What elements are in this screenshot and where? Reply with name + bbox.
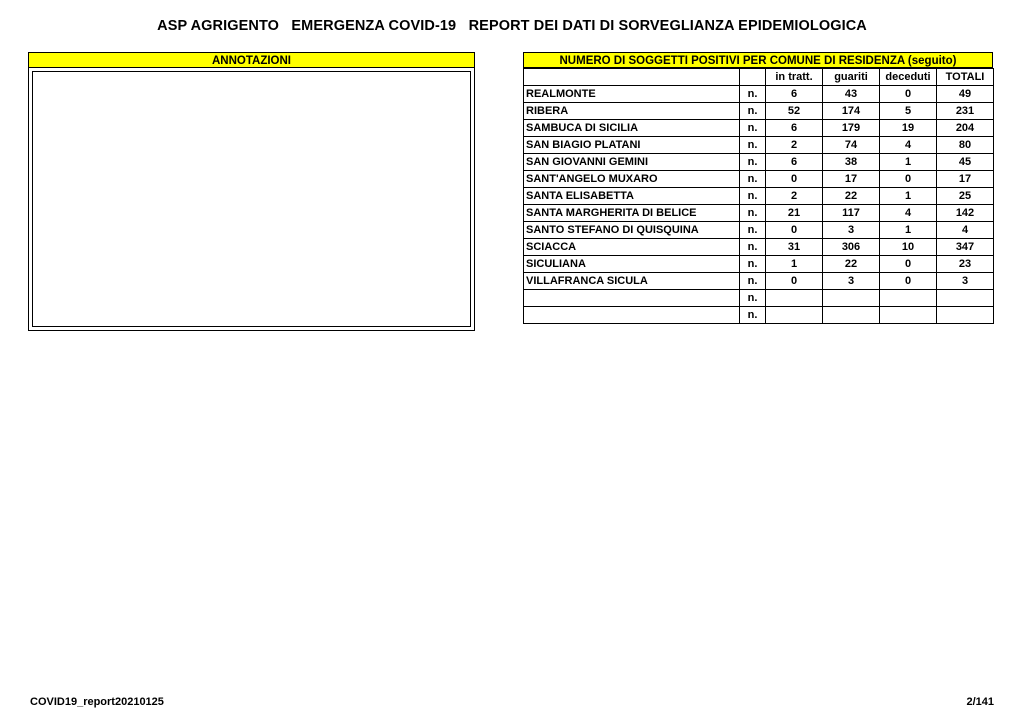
table-row [524, 239, 994, 256]
cell-municipality: SCIACCA [524, 239, 740, 256]
cell-in-trattamento: 31 [766, 239, 823, 256]
cell-guariti: 3 [823, 222, 880, 239]
cell-deceduti: 0 [880, 171, 937, 188]
cell-guariti: 3 [823, 273, 880, 290]
cell-guariti: 38 [823, 154, 880, 171]
table-row [524, 86, 994, 103]
cell-totali: 25 [937, 188, 994, 205]
cell-in-trattamento: 0 [766, 273, 823, 290]
cell-in-trattamento: 0 [766, 222, 823, 239]
cell-municipality: SAN GIOVANNI GEMINI [524, 154, 740, 171]
positives-by-municipality-panel [523, 52, 993, 324]
cell-in-trattamento [766, 290, 823, 307]
cell-guariti [823, 290, 880, 307]
table-row [524, 188, 994, 205]
cell-municipality: SAN BIAGIO PLATANI [524, 137, 740, 154]
cell-deceduti: 0 [880, 273, 937, 290]
table-row [524, 273, 994, 290]
table-row [524, 205, 994, 222]
cell-municipality [524, 307, 740, 324]
table-row [524, 222, 994, 239]
cell-unit: n. [740, 154, 766, 171]
column-header-municipality [524, 69, 740, 86]
cell-guariti [823, 307, 880, 324]
cell-municipality: SANTA ELISABETTA [524, 188, 740, 205]
cell-in-trattamento: 6 [766, 120, 823, 137]
table-body [524, 86, 994, 324]
cell-in-trattamento: 52 [766, 103, 823, 120]
cell-totali [937, 290, 994, 307]
cell-in-trattamento: 2 [766, 137, 823, 154]
cell-deceduti: 10 [880, 239, 937, 256]
cell-deceduti: 0 [880, 86, 937, 103]
cell-guariti: 17 [823, 171, 880, 188]
cell-in-trattamento [766, 307, 823, 324]
cell-in-trattamento: 21 [766, 205, 823, 222]
table-row [524, 307, 994, 324]
cell-guariti: 43 [823, 86, 880, 103]
cell-totali: 17 [937, 171, 994, 188]
cell-unit: n. [740, 273, 766, 290]
annotations-header: ANNOTAZIONI [28, 52, 475, 68]
positives-table [523, 68, 994, 324]
cell-guariti: 22 [823, 256, 880, 273]
cell-in-trattamento: 0 [766, 171, 823, 188]
cell-deceduti [880, 307, 937, 324]
cell-deceduti: 4 [880, 137, 937, 154]
cell-unit: n. [740, 205, 766, 222]
cell-municipality [524, 290, 740, 307]
cell-unit: n. [740, 137, 766, 154]
cell-totali: 4 [937, 222, 994, 239]
column-header-unit [740, 69, 766, 86]
cell-guariti: 74 [823, 137, 880, 154]
cell-deceduti: 4 [880, 205, 937, 222]
cell-deceduti: 0 [880, 256, 937, 273]
table-row [524, 256, 994, 273]
column-header-totali: TOTALI [937, 69, 994, 86]
cell-guariti: 117 [823, 205, 880, 222]
cell-unit: n. [740, 120, 766, 137]
cell-deceduti: 1 [880, 154, 937, 171]
cell-in-trattamento: 2 [766, 188, 823, 205]
cell-guariti: 22 [823, 188, 880, 205]
table-row [524, 154, 994, 171]
cell-totali: 347 [937, 239, 994, 256]
cell-municipality: REALMONTE [524, 86, 740, 103]
cell-municipality: SANTA MARGHERITA DI BELICE [524, 205, 740, 222]
cell-unit: n. [740, 256, 766, 273]
cell-totali [937, 307, 994, 324]
cell-municipality: SAMBUCA DI SICILIA [524, 120, 740, 137]
cell-deceduti: 1 [880, 188, 937, 205]
cell-totali: 142 [937, 205, 994, 222]
table-row [524, 120, 994, 137]
cell-totali: 23 [937, 256, 994, 273]
cell-deceduti: 19 [880, 120, 937, 137]
annotations-panel [28, 52, 475, 331]
cell-totali: 45 [937, 154, 994, 171]
page-title: ASP AGRIGENTO EMERGENZA COVID-19 REPORT DEI DATI DI SORVEGLIANZA EPIDEMIOLOGICA [157, 18, 867, 34]
footer-page-number: 2/141 [966, 696, 994, 708]
cell-totali: 49 [937, 86, 994, 103]
cell-unit: n. [740, 290, 766, 307]
cell-municipality: SANTO STEFANO DI QUISQUINA [524, 222, 740, 239]
cell-in-trattamento: 6 [766, 86, 823, 103]
cell-unit: n. [740, 222, 766, 239]
cell-in-trattamento: 1 [766, 256, 823, 273]
table-row [524, 137, 994, 154]
cell-deceduti: 1 [880, 222, 937, 239]
cell-unit: n. [740, 171, 766, 188]
cell-municipality: SANT'ANGELO MUXARO [524, 171, 740, 188]
cell-municipality: SICULIANA [524, 256, 740, 273]
cell-guariti: 306 [823, 239, 880, 256]
cell-unit: n. [740, 86, 766, 103]
cell-in-trattamento: 6 [766, 154, 823, 171]
cell-unit: n. [740, 103, 766, 120]
cell-guariti: 179 [823, 120, 880, 137]
cell-deceduti: 5 [880, 103, 937, 120]
table-row [524, 290, 994, 307]
table-row [524, 171, 994, 188]
column-header-in-trattamento: in tratt. [766, 69, 823, 86]
cell-deceduti [880, 290, 937, 307]
table-title: NUMERO DI SOGGETTI POSITIVI PER COMUNE DI RESIDENZA (seguito) [523, 52, 993, 68]
footer-report-id: COVID19_report20210125 [30, 696, 164, 708]
column-header-deceduti: deceduti [880, 69, 937, 86]
table-header-row [524, 69, 994, 86]
cell-municipality: VILLAFRANCA SICULA [524, 273, 740, 290]
column-header-guariti: guariti [823, 69, 880, 86]
cell-unit: n. [740, 239, 766, 256]
cell-municipality: RIBERA [524, 103, 740, 120]
cell-unit: n. [740, 307, 766, 324]
cell-totali: 204 [937, 120, 994, 137]
cell-guariti: 174 [823, 103, 880, 120]
table-row [524, 103, 994, 120]
annotations-body[interactable] [28, 68, 475, 331]
cell-totali: 80 [937, 137, 994, 154]
cell-unit: n. [740, 188, 766, 205]
cell-totali: 231 [937, 103, 994, 120]
cell-totali: 3 [937, 273, 994, 290]
